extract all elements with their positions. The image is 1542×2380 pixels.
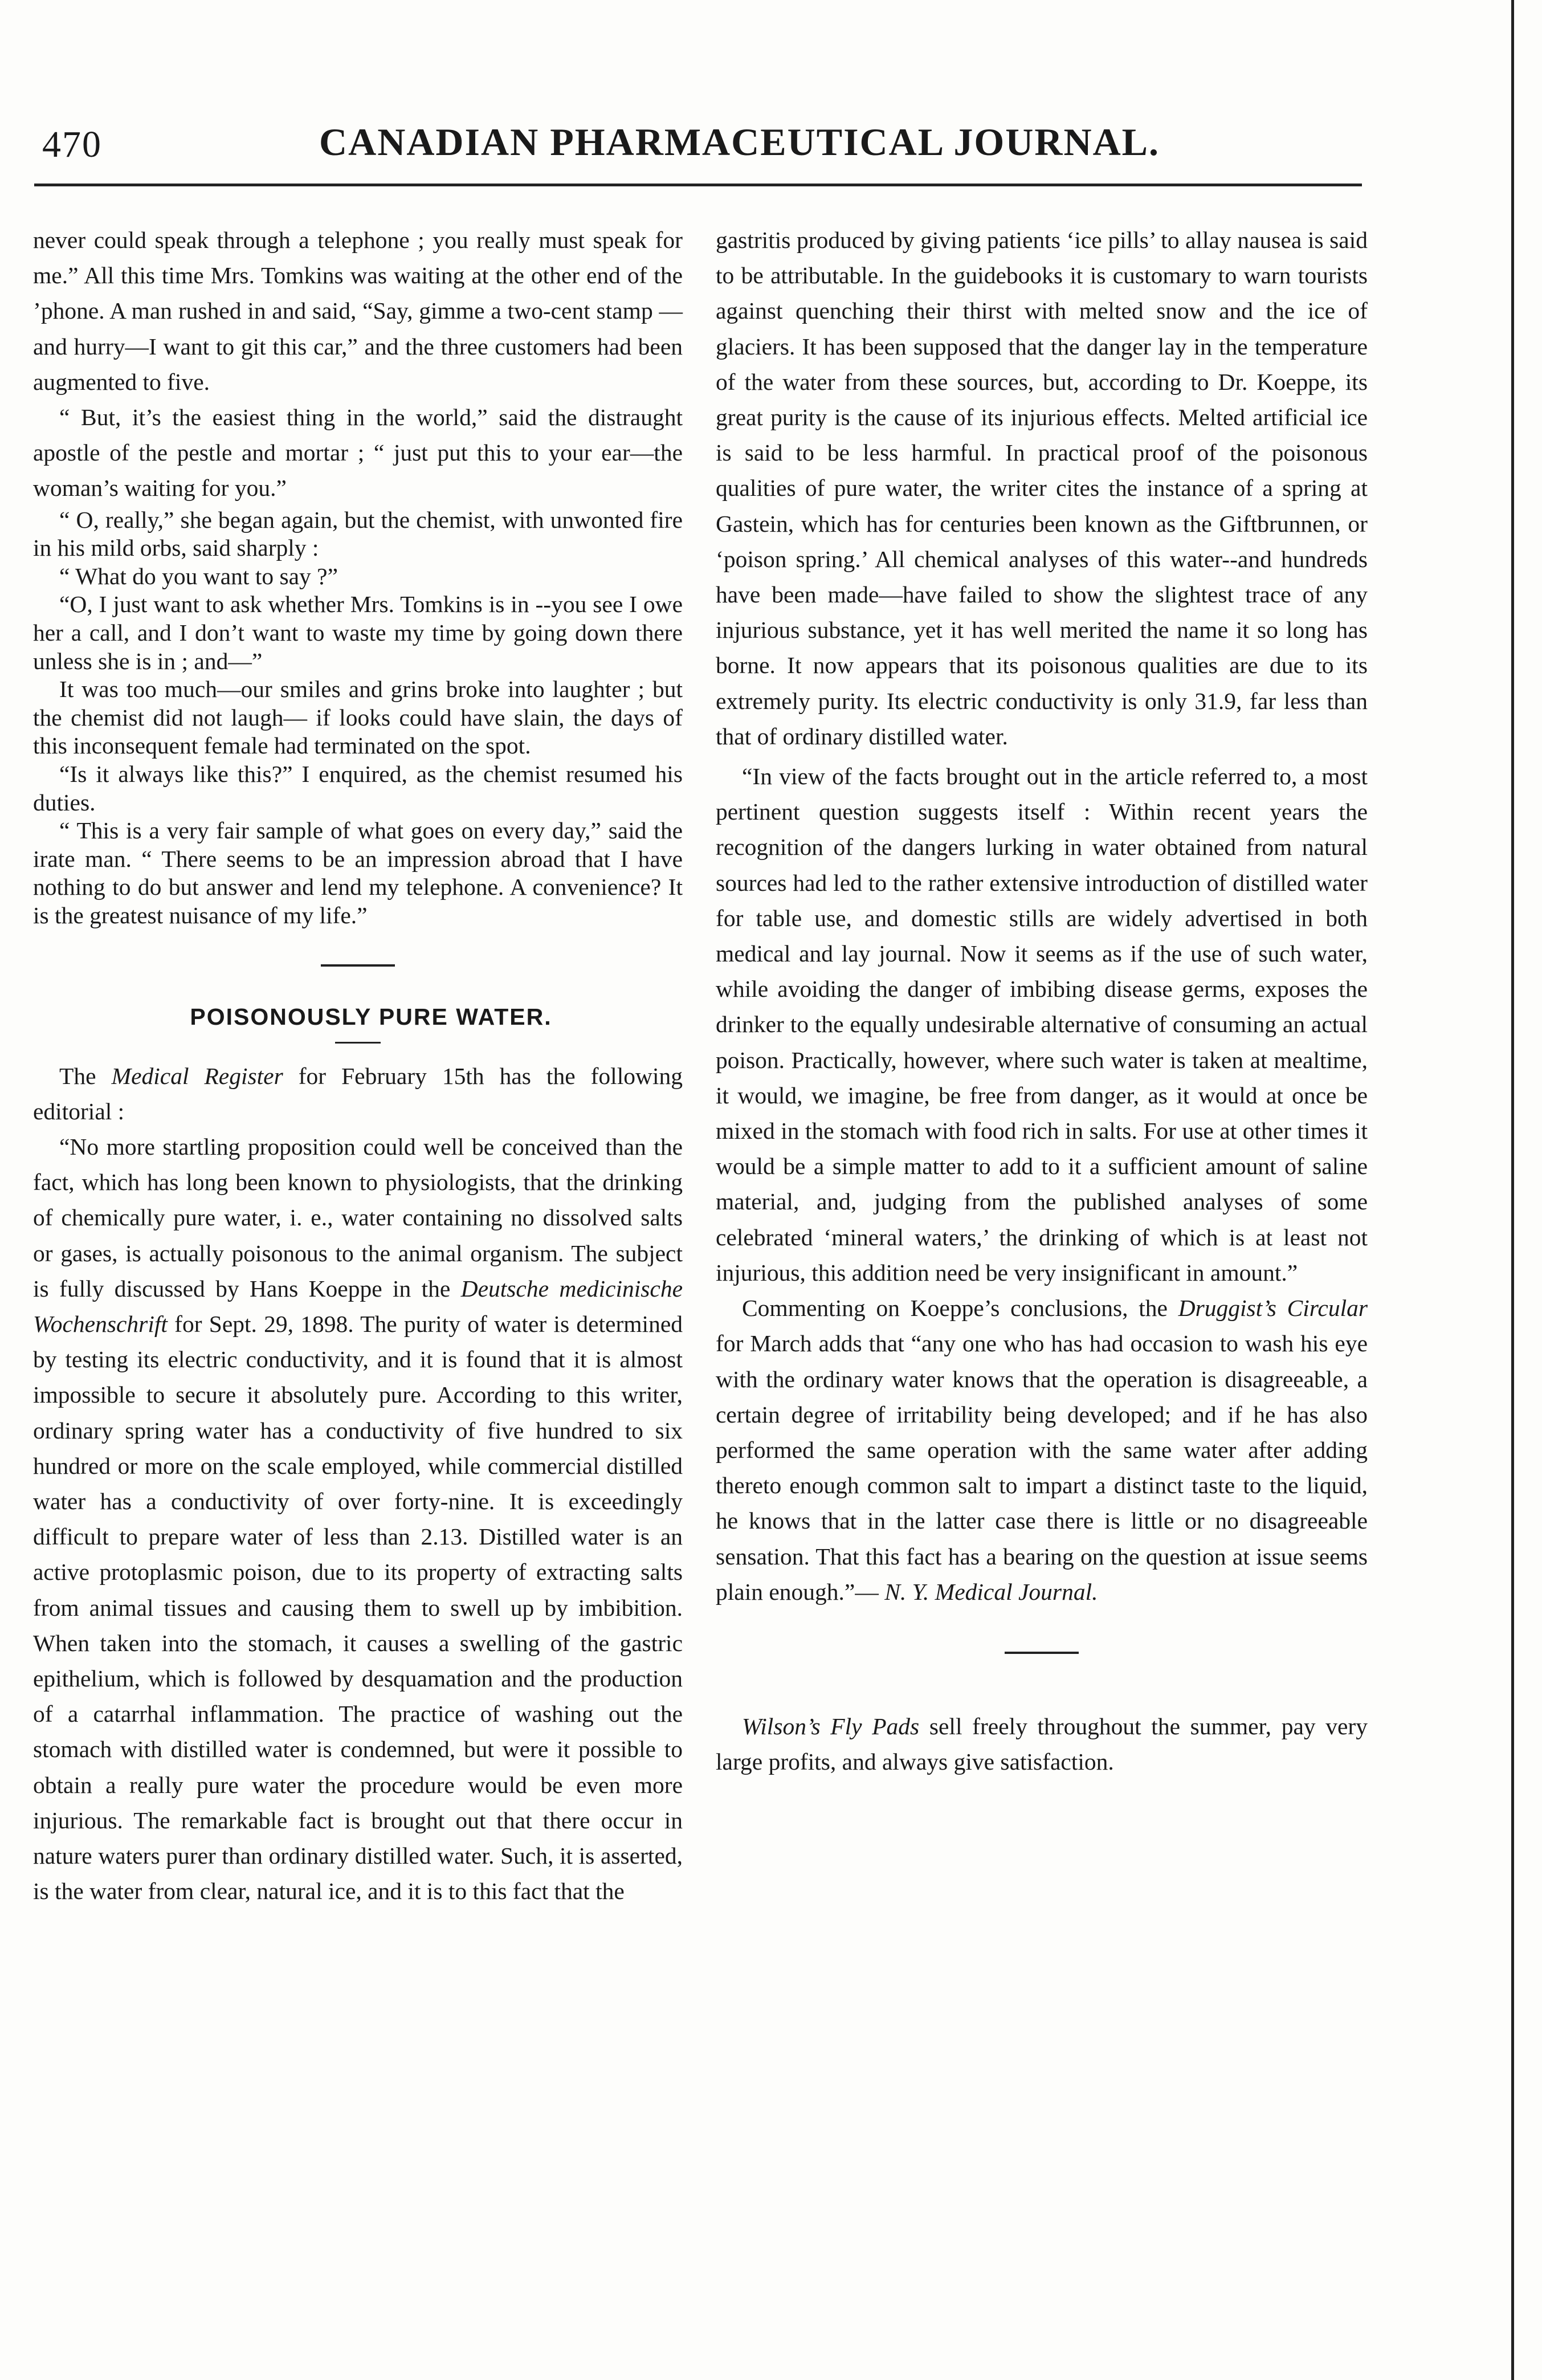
paragraph: never could speak through a telephone ; you really must speak for me.” All this time Mrs. Tomkins was waiting at the other end of the ’phone. A man rushed in and said, “Say, gimme a two-cent stamp —and hurry—I want to git this car,” and the three customers had been augmented to five. <box>33 227 683 395</box>
journal-title: CANADIAN PHARMACEUTICAL JOURNAL. <box>319 120 1160 164</box>
paragraph: “ This is a very fair sample of what goes on every day,” said the irate man. “ There seems to be an impression abroad that I have nothing to do but answer and lend my telephone. A convenience? It is the greatest nuisance of my life.” <box>33 817 683 928</box>
advertisement <box>716 1709 1368 1779</box>
paragraph <box>33 1058 683 1129</box>
right-column <box>716 222 1368 1779</box>
paragraph: “In view of the facts brought out in the article referred to, a most pertinent question suggests itself : Within recent years the recognition of the dangers lurking in water obtained from natural sources had led to the rather extensive introduction of distilled water for table use, and domestic stills are widely advertised in both medical and lay journal. Now it seems as if the use of such water, while avoiding the danger of imbibing disease germs, exposes the drinker to the equally undesirable alternative of consuming an actual poison. Practically, however, where such water is taken at mealtime, it would, we imagine, be free from danger, as it would at once be mixed in the stomach with food rich in salts. For use at other times it would be a simple matter to add to it a sufficient amount of saline material, and, judging from the published analyses of some celebrated ‘mineral waters,’ the drinking of which is at least not injurious, this addition need be very insignificant in amount.” <box>716 763 1368 1286</box>
page-number: 470 <box>42 124 102 165</box>
text-span: for February 15th has the following editorial : <box>33 1062 683 1124</box>
paragraph <box>33 1129 683 1909</box>
text-span: Commenting on Koeppe’s conclusions, the <box>742 1295 1178 1322</box>
paragraph: gastritis produced by giving patients ‘ice pills’ to allay nausea is said to be attributable. In the guidebooks it is customary to warn tourists against quenching their thirst with melted snow and the ice of glaciers. It has been supposed that the danger lay in the temperature of the water from these sources, but, according to Dr. Koeppe, its great purity is the cause of its injurious effects. Melted artificial ice is said to be less harmful. In practical proof of the poisonous qualities of pure water, the writer cites the instance of a spring at Gastein, which has for centuries been known as the Giftbrunnen, or ‘poison spring.’ All chemical analyses of this water--and hundreds have been made—have failed to show the slightest trace of any injurious substance, yet it has well merited the name it so long has borne. It now appears that its poisonous qualities are due to its extremely purity. Its electric conductivity is only 31.9, far less than that of ordinary distilled water. <box>716 227 1368 749</box>
header-rule <box>34 184 1362 186</box>
paragraph: “ What do you want to say ?” <box>59 563 338 589</box>
heading-dash <box>335 1042 381 1044</box>
publication-title: Druggist’s Circular <box>1178 1295 1368 1322</box>
text-span: sell freely throughout the summer, pay very large profits, and always give satisfaction. <box>716 1713 1368 1775</box>
left-column <box>33 222 683 1909</box>
paragraph: “ But, it’s the easiest thing in the world,” said the distraught apostle of the pestle and mortar ; “ just put this to your ear—the woman’s waiting for you.” <box>33 404 683 502</box>
section-divider <box>321 964 395 967</box>
publication-title: Medical Register <box>111 1062 283 1089</box>
paragraph: “ O, really,” she began again, but the chemist, with unwonted fire in his mild orbs, said sharply : <box>33 506 683 561</box>
text-span: “No more startling proposition could well be conceived than the fact, which has long been known to physiologists, that the drinking of chemically pure water, i. e., water containing no dissolved salts or gases, is actually poisonous to the animal organism. The subject is fully discussed by Hans Koeppe in the <box>33 1133 683 1302</box>
citation-source: N. Y. Medical Journal. <box>884 1578 1098 1605</box>
paragraph: “Is it always like this?” I enquired, as the chemist resumed his duties. <box>33 760 683 816</box>
product-name: Wilson’s Fly Pads <box>742 1713 920 1739</box>
page-edge-line <box>1511 0 1514 2380</box>
section-heading: POISONOUSLY PURE WATER. <box>190 1003 552 1030</box>
paragraph: It was too much—our smiles and grins broke into laughter ; but the chemist did not laugh— if looks could have slain, the days of this inconsequent female had terminated on the spot. <box>33 676 683 759</box>
paragraph <box>716 1290 1368 1609</box>
publication-title: Deutsche medicinische Wochenschrift <box>33 1275 683 1337</box>
section-divider <box>1005 1652 1079 1654</box>
text-span: The <box>59 1062 112 1089</box>
paragraph: “O, I just want to ask whether Mrs. Tomkins is in --you see I owe her a call, and I don’t want to waste my time by going down there unless she is in ; and—” <box>33 591 683 674</box>
text-span: for Sept. 29, 1898. The purity of water is determined by testing its electric conductivity, and it is found that it is almost impossible to secure it absolutely pure. According to this writer, ordinary spring water has a conductivity of five hundred to six hundred or more on the scale employed, while commercial distilled water has a conductivity of over forty-nine. It is exceedingly difficult to prepare water of less than 2.13. Distilled water is an active protoplasmic poison, due to its property of extracting salts from animal tissues and causing them to swell up by imbibition. When taken into the stomach, it causes a swelling of the gastric epithelium, which is followed by desquamation and the production of a catarrhal inflammation. The practice of washing out the stomach with distilled water is condemned, but were it possible to obtain a really pure water the procedure would be even more injurious. The remarkable fact is brought out that there occur in nature waters purer than ordinary distilled water. Such, it is asserted, is the water from clear, natural ice, and it is to this fact that the <box>33 1310 683 1905</box>
text-span: for March adds that “any one who has had occasion to wash his eye with the ordinary water knows that the operation is disagreeable, a certain degree of irritability being developed; and if he has also performed the same operation with the same water after adding thereto enough common salt to impart a distinct taste to the liquid, he knows that in the latter case there is little or no disagreeable sensation. That this fact has a bearing on the question at issue seems plain enough.”— <box>716 1330 1368 1605</box>
